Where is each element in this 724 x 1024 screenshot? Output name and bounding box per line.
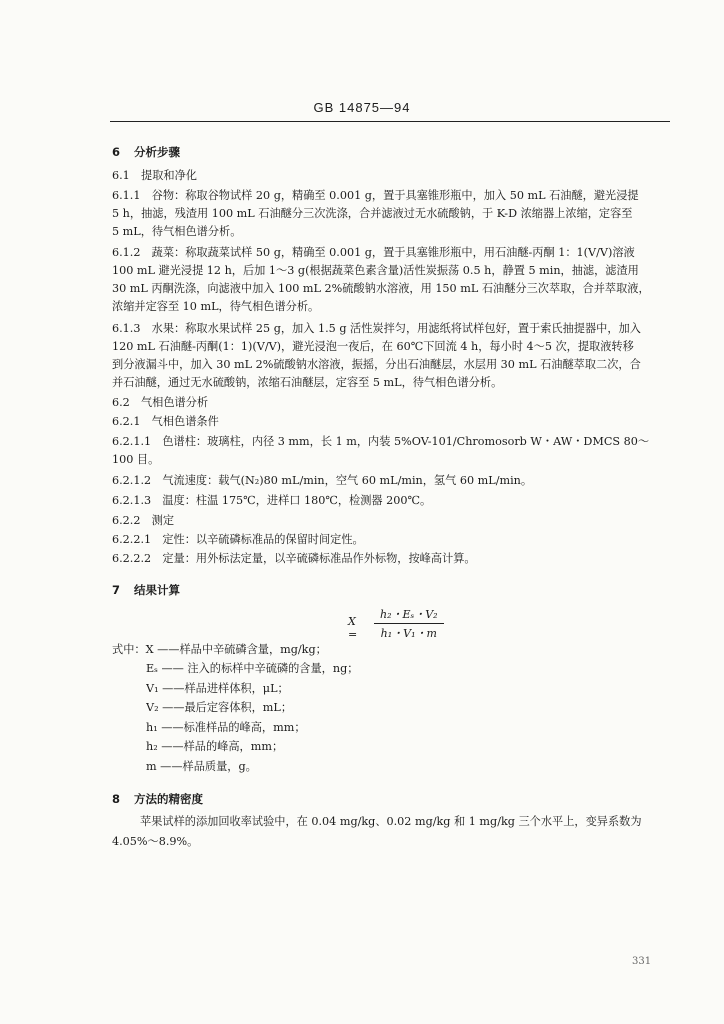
where-es: Eₛ —— 注入的标样中辛硫磷的含量，ng； bbox=[146, 662, 359, 675]
para-6-1-2-line-1: 6.1.2 蔬菜：称取蔬菜试样 50 g，精确至 0.001 g，置于具塞锥形瓶中，用石油醚-丙酮 1：1(V/V)溶液 bbox=[112, 246, 635, 259]
para-8-line-1: 苹果试样的添加回收率试验中，在 0.04 mg/kg、0.02 mg/kg 和 1 mg/kg 三个水平上，变异系数为 bbox=[140, 815, 642, 828]
formula-fraction bbox=[374, 606, 444, 641]
formula-denominator: h₁・V₁・m bbox=[380, 627, 437, 640]
para-6-1-3-line-2: 120 mL 石油醚-丙酮(1：1)(V/V)，避光浸泡一夜后，在 60℃下回流 4 h，每小时 4～5 次，提取液转移 bbox=[112, 340, 634, 353]
para-6-1-3-line-1: 6.1.3 水果：称取水果试样 25 g，加入 1.5 g 活性炭拌匀，用滤纸将试样包好，置于索氏抽提器中，加入 bbox=[112, 322, 641, 335]
fraction-bar bbox=[374, 623, 444, 624]
section-7-heading bbox=[112, 582, 672, 598]
section-6-title: 分析步骤 bbox=[134, 145, 180, 159]
section-6-heading bbox=[112, 144, 672, 160]
para-6-1-1-line-2: 5 h，抽滤，残渣用 100 mL 石油醚分三次洗涤，合并滤液过无水硫酸钠，于 K-D 浓缩器上浓缩，定容至 bbox=[112, 207, 633, 220]
formula-lhs: X = bbox=[348, 615, 358, 641]
section-8-heading bbox=[112, 791, 672, 807]
subsection-6-2-1-heading: 6.2.1 气相色谱条件 bbox=[112, 415, 219, 428]
para-6-2-2-2: 6.2.2.2 定量：用外标法定量，以辛硫磷标准品作外标物，按峰高计算。 bbox=[112, 552, 476, 565]
para-6-1-2-line-3: 30 mL 丙酮洗涤，向滤液中加入 100 mL 2%硫酸钠水溶液，用 150 mL 石油醚分三次萃取，合并萃取液， bbox=[112, 282, 650, 295]
para-6-1-1-line-3: 5 mL，待气相色谱分析。 bbox=[112, 225, 242, 238]
section-7-number: 7 bbox=[112, 583, 121, 597]
where-h1: h₁ ——标准样品的峰高，mm； bbox=[146, 721, 306, 734]
subsection-6-1-heading bbox=[112, 168, 672, 184]
page-number: 331 bbox=[632, 956, 652, 967]
section-8-title: 方法的精密度 bbox=[134, 792, 203, 806]
subsection-6-1-title: 提取和净化 bbox=[141, 169, 197, 182]
standard-header: GB 14875—94 bbox=[313, 100, 411, 115]
para-6-1-1-line-1: 6.1.1 谷物：称取谷物试样 20 g，精确至 0.001 g，置于具塞锥形瓶中，加入 50 mL 石油醚，避光浸提 bbox=[112, 189, 639, 202]
para-8-line-2: 4.05%～8.9%。 bbox=[112, 835, 199, 848]
where-h2: h₂ ——样品的峰高，mm； bbox=[146, 740, 284, 753]
where-intro: 式中：X ——样品中辛硫磷含量，mg/kg； bbox=[112, 643, 327, 656]
para-6-2-1-2: 6.2.1.2 气流速度：载气(N₂)80 mL/min，空气 60 mL/min，氢气 60 mL/min。 bbox=[112, 474, 533, 487]
para-6-2-1-1-line-1: 6.2.1.1 色谱柱：玻璃柱，内径 3 mm，长 1 m，内装 5%OV-101/Chromosorb W・AW・DMCS 80～ bbox=[112, 435, 650, 448]
section-7-title: 结果计算 bbox=[134, 583, 180, 597]
para-6-1-3-line-4: 并石油醚，通过无水硫酸钠，浓缩石油醚层，定容至 5 mL，待气相色谱分析。 bbox=[112, 376, 503, 389]
para-6-2-1-1-line-2: 100 目。 bbox=[112, 453, 160, 466]
where-v1: V₁ ——样品进样体积，μL； bbox=[146, 682, 289, 695]
subsection-6-2-2-heading: 6.2.2 测定 bbox=[112, 514, 175, 527]
para-6-2-1-3: 6.2.1.3 温度：柱温 175℃，进样口 180℃，检测器 200℃。 bbox=[112, 494, 432, 507]
para-6-1-3-line-3: 到分液漏斗中，加入 30 mL 2%硫酸钠水溶液，振摇，分出石油醚层，水层用 30 mL 石油醚萃取二次，合 bbox=[112, 358, 641, 371]
para-6-1-2-line-2: 100 mL 避光浸提 12 h，后加 1～3 g(根据蔬菜色素含量)活性炭振荡 0.5 h，静置 5 min，抽滤，滤渣用 bbox=[112, 264, 639, 277]
section-8-number: 8 bbox=[112, 792, 121, 806]
para-6-1-2-line-4: 浓缩并定容至 10 mL，待气相色谱分析。 bbox=[112, 300, 320, 313]
where-v2: V₂ ——最后定容体积，mL； bbox=[146, 701, 293, 714]
header-rule bbox=[110, 121, 670, 122]
formula-numerator: h₂・Eₛ・V₂ bbox=[380, 608, 438, 621]
subsection-6-1-number: 6.1 bbox=[112, 169, 130, 182]
where-m: m ——样品质量，g。 bbox=[146, 760, 257, 773]
para-6-2-2-1: 6.2.2.1 定性：以辛硫磷标准品的保留时间定性。 bbox=[112, 533, 364, 546]
subsection-6-2-heading: 6.2 气相色谱分析 bbox=[112, 396, 209, 409]
section-6-number: 6 bbox=[112, 145, 121, 159]
